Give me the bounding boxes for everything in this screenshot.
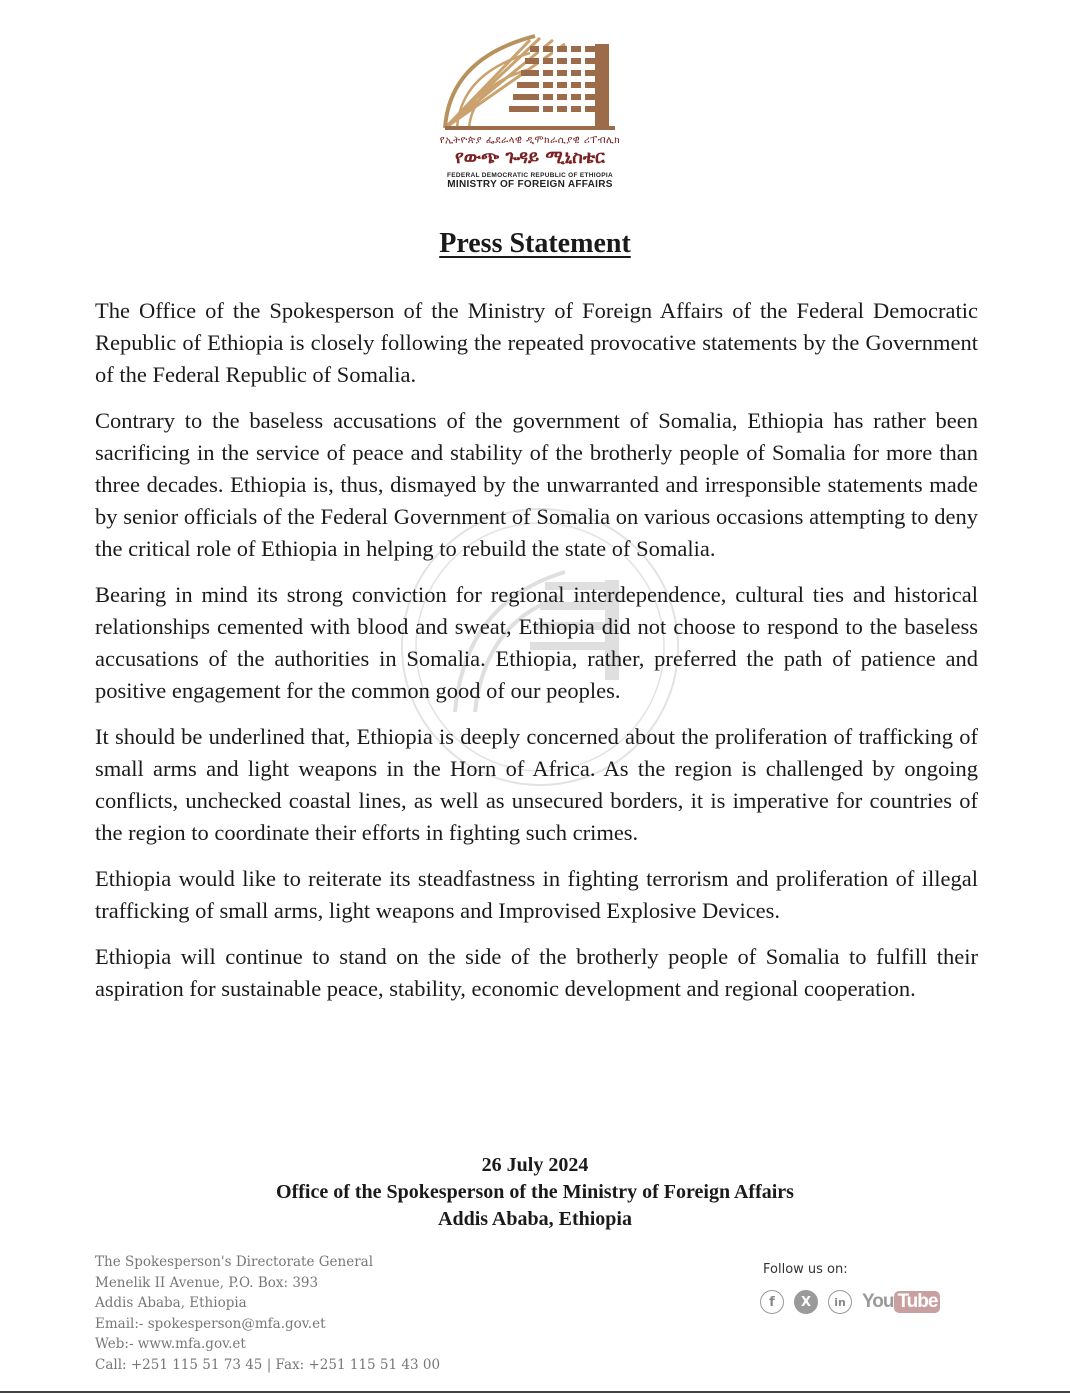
youtube-tube-text: Tube bbox=[894, 1291, 940, 1313]
facebook-icon[interactable]: f bbox=[760, 1290, 784, 1314]
signature-block bbox=[0, 1152, 1070, 1233]
page-title: Press Statement bbox=[439, 228, 631, 259]
paragraph-4: It should be underlined that, Ethiopia is deeply concerned about the proliferation of trafficking of small arms and light weapons in the Horn of Africa. As the region is challenged by ongoing conflicts, unchecked coastal lines, as well as unsecured borders, it is imperative for countries of the region to coordinate their efforts in fighting such crimes. bbox=[95, 724, 978, 845]
contact-info bbox=[95, 1252, 440, 1375]
contact-phone: Call: +251 115 51 73 45 | Fax: +251 115 51 43 00 bbox=[95, 1356, 441, 1373]
ministry-logo bbox=[425, 28, 635, 198]
contact-directorate: The Spokesperson's Directorate General bbox=[95, 1254, 374, 1270]
paragraph-6: Ethiopia will continue to stand on the side of the brotherly people of Somalia to fulfill their aspiration for sustainable peace, stability, economic development and regional cooperation. bbox=[95, 944, 978, 1001]
issuing-location: Addis Ababa, Ethiopia bbox=[438, 1208, 632, 1230]
youtube-you-text: You bbox=[862, 1291, 894, 1312]
social-links bbox=[760, 1290, 940, 1314]
paragraph-1: The Office of the Spokesperson of the Ministry of Foreign Affairs of the Federal Democratic Republic of Ethiopia is closely following the repeated provocative statements by the Government of the Federal Republic of Somalia. bbox=[95, 298, 978, 387]
paragraph-3: Bearing in mind its strong conviction for regional interdependence, cultural ties and historical relationships cemented with blood and sweat, Ethiopia did not choose to respond to the baseless accusations of the authorities in Somalia. Ethiopia, rather, preferred the path of patience and positive engagement for the common good of our peoples. bbox=[95, 582, 978, 703]
logo-english-subtitle: FEDERAL DEMOCRATIC REPUBLIC OF ETHIOPIA bbox=[446, 172, 614, 179]
statement-date: 26 July 2024 bbox=[481, 1154, 589, 1176]
logo-english-title: MINISTRY OF FOREIGN AFFAIRS bbox=[447, 179, 613, 190]
contact-email: Email:- spokesperson@mfa.gov.et bbox=[95, 1315, 326, 1332]
contact-address: Menelik II Avenue, P.O. Box: 393 bbox=[95, 1274, 319, 1291]
x-icon[interactable]: X bbox=[794, 1290, 818, 1314]
youtube-icon[interactable] bbox=[862, 1291, 940, 1313]
paragraph-2: Contrary to the baseless accusations of the government of Somalia, Ethiopia has rather been sacrificing in the service of peace and stability of the brotherly people of Somalia for more than three decades. Ethiopia is, thus, dismayed by the unwarranted and irresponsible statements made by senior officials of the Federal Government of Somalia on various occasions attempting to deny the critical role of Ethiopia in helping to rebuild the state of Somalia. bbox=[95, 408, 978, 561]
bottom-divider bbox=[0, 1391, 1070, 1393]
paragraph-5: Ethiopia would like to reiterate its steadfastness in fighting terrorism and proliferation of illegal trafficking of small arms, light weapons and Improvised Explosive Devices. bbox=[95, 866, 978, 923]
logo-amharic-subtitle: የኢትዮጵያ ፌደራላዊ ዲሞክራሲያዊ ሪፐብሊክ bbox=[439, 135, 621, 146]
linkedin-icon[interactable]: in bbox=[828, 1290, 852, 1314]
ministry-building-emblem-icon bbox=[435, 28, 625, 133]
logo-amharic-title: የውጭ ጉዳይ ሚኒስቴር bbox=[455, 147, 605, 168]
follow-us-label: Follow us on: bbox=[763, 1262, 848, 1277]
statement-body bbox=[95, 295, 978, 1019]
contact-web: Web:- www.mfa.gov.et bbox=[95, 1336, 246, 1352]
contact-city: Addis Ababa, Ethiopia bbox=[95, 1295, 247, 1311]
issuing-office: Office of the Spokesperson of the Ministry of Foreign Affairs bbox=[276, 1181, 794, 1203]
